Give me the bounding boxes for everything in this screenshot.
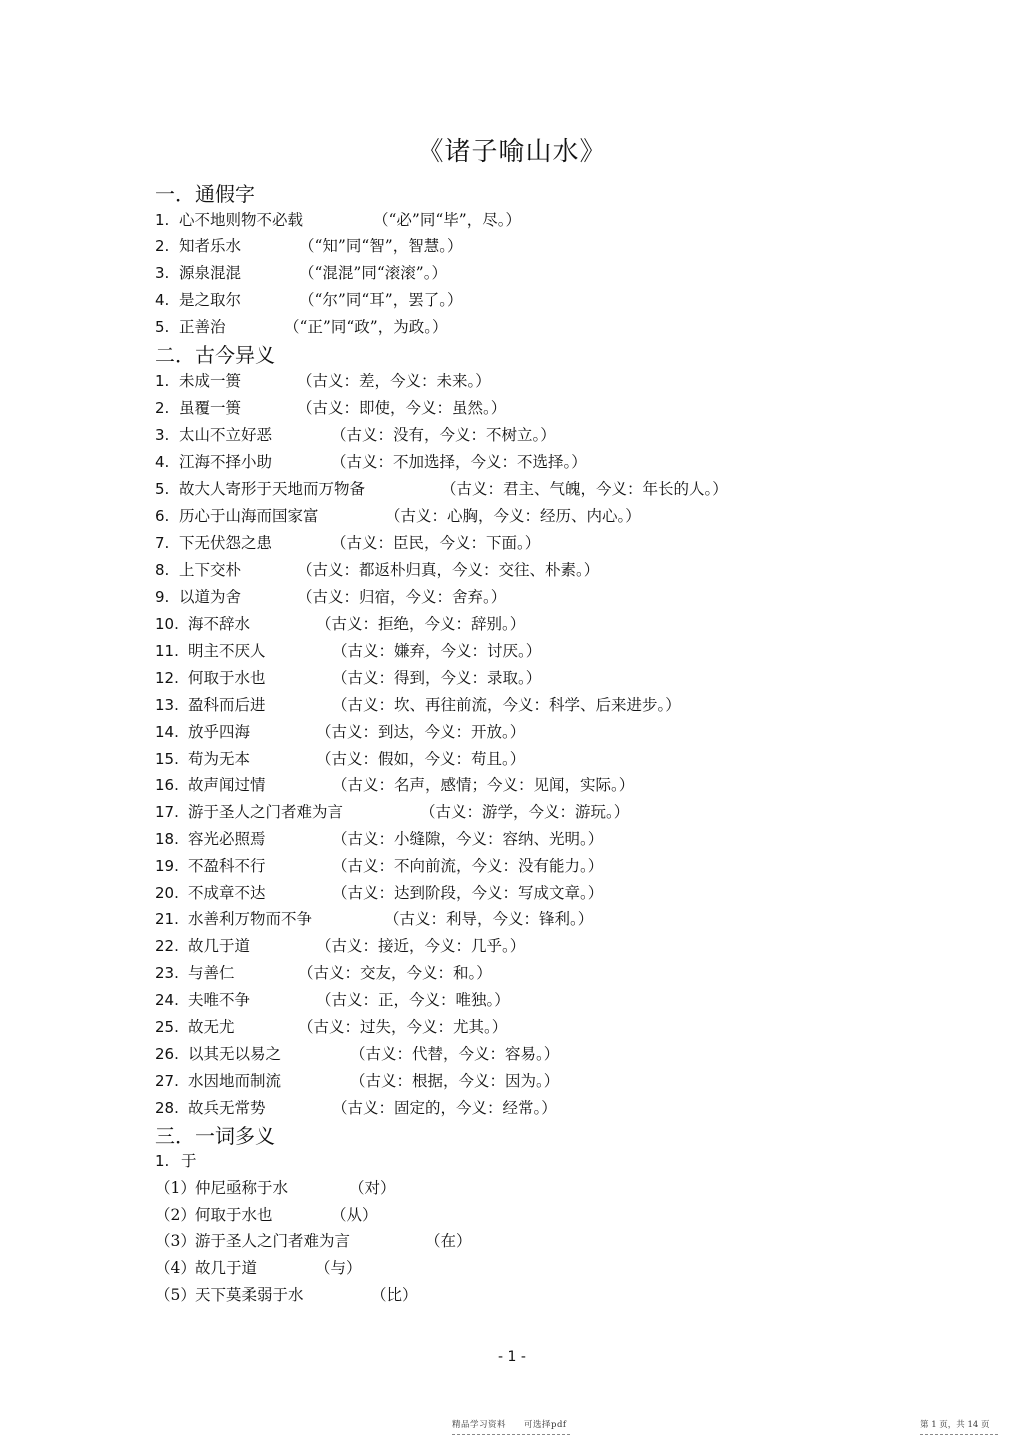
- item-phrase: 心不地则物不必载: [179, 211, 304, 229]
- list-item: [155, 422, 556, 448]
- item-number: 24.: [155, 991, 179, 1009]
- item-note: （古义：没有，今义：不树立。）: [331, 426, 556, 444]
- footer-page-count: 第 1 页，共 14 页: [920, 1420, 990, 1430]
- item-note: （古义：到达，今义：开放。）: [316, 723, 526, 741]
- item-number: 10.: [155, 615, 179, 633]
- item-phrase: 夫唯不争: [188, 991, 251, 1009]
- item-note: （“必”同“毕”，尽。）: [373, 211, 521, 229]
- item-note: （古义：根据，今义：因为。）: [350, 1072, 560, 1090]
- item-note: （古义：利导，今义：锋利。）: [384, 910, 594, 928]
- item-phrase: 虽覆一篑: [179, 399, 242, 417]
- list-item: [155, 314, 447, 340]
- item-phrase: 故大人寄形于天地而万物备: [179, 480, 366, 498]
- item-phrase: 明主不厌人: [188, 642, 266, 660]
- section-heading-yiciduoyi: 三．一词多义: [155, 1124, 275, 1148]
- item-number: 5.: [155, 480, 170, 498]
- item-number: 28.: [155, 1099, 179, 1117]
- list-item: [155, 449, 587, 475]
- item-index: （3）: [155, 1232, 196, 1250]
- item-phrase: 海不辞水: [188, 615, 251, 633]
- item-phrase: 仲尼亟称于水: [195, 1179, 289, 1197]
- item-number: 11.: [155, 642, 179, 660]
- item-note: （古义：归宿，今义：舍弃。）: [297, 588, 507, 606]
- item-note: （古义：游学，今义：游玩。）: [420, 803, 630, 821]
- item-note: （古义：拒绝，今义：辞别。）: [316, 615, 526, 633]
- item-phrase: 放乎四海: [188, 723, 251, 741]
- item-phrase: 上下交朴: [179, 561, 242, 579]
- item-note: （古义：臣民，今义：下面。）: [331, 534, 541, 552]
- list-item: [155, 1014, 507, 1040]
- list-item: [155, 1255, 362, 1281]
- item-note: （古义：小缝隙，今义：容纳、光明。）: [332, 830, 604, 848]
- item-phrase: 故兵无常势: [188, 1099, 266, 1117]
- item-number: 9.: [155, 588, 170, 606]
- item-phrase: 何取于水也: [195, 1206, 273, 1224]
- item-phrase: 未成一篑: [179, 372, 242, 390]
- item-phrase: 何取于水也: [188, 669, 266, 687]
- list-item: [155, 1095, 557, 1121]
- item-note: （从）: [331, 1206, 378, 1224]
- word-heading: [155, 1148, 197, 1174]
- list-item: [155, 395, 506, 421]
- item-note: （古义：得到，今义：录取。）: [332, 669, 542, 687]
- list-item: [155, 1041, 559, 1067]
- item-number: 16.: [155, 776, 179, 794]
- item-note: （古义：接近，今义：几乎。）: [316, 937, 526, 955]
- item-note: （在）: [425, 1232, 472, 1250]
- page-number: - 1 -: [498, 1349, 526, 1365]
- list-item: [155, 287, 462, 313]
- item-phrase: 容光必照焉: [188, 830, 266, 848]
- item-index: （4）: [155, 1259, 196, 1277]
- item-note: （“知”同“智”，智慧。）: [299, 237, 463, 255]
- item-word: 于: [181, 1152, 197, 1170]
- list-item: [155, 584, 506, 610]
- item-number: 6.: [155, 507, 170, 525]
- item-phrase: 下无伏怨之患: [179, 534, 273, 552]
- item-note: （“正”同“政”，为政。）: [284, 318, 448, 336]
- list-item: [155, 960, 492, 986]
- item-phrase: 江海不择小助: [179, 453, 273, 471]
- item-number: 25.: [155, 1018, 179, 1036]
- item-note: （“混混”同“滚滚”。）: [299, 264, 447, 282]
- list-item: [155, 692, 681, 718]
- item-phrase: 不成章不达: [188, 884, 266, 902]
- item-note: （古义：代替，今义：容易。）: [350, 1045, 560, 1063]
- item-note: （古义：名声，感情；今义：见闻，实际。）: [332, 776, 635, 794]
- item-note: （古义：固定的，今义：经常。）: [332, 1099, 557, 1117]
- item-number: 1.: [155, 211, 170, 229]
- list-item: [155, 233, 462, 259]
- item-phrase: 故无尤: [188, 1018, 235, 1036]
- item-number: 23.: [155, 964, 179, 982]
- item-phrase: 知者乐水: [179, 237, 242, 255]
- item-number: 1.: [155, 372, 170, 390]
- item-phrase: 历心于山海而国家富: [179, 507, 319, 525]
- list-item: [155, 611, 525, 637]
- item-note: （古义：即使，今义：虽然。）: [297, 399, 507, 417]
- item-number: 12.: [155, 669, 179, 687]
- item-number: 27.: [155, 1072, 179, 1090]
- item-note: （古义：都返朴归真，今义：交往、朴素。）: [297, 561, 600, 579]
- item-note: （古义：坎、再往前流，今义：科学、后来进步。）: [332, 696, 681, 714]
- list-item: [155, 557, 599, 583]
- list-item: [155, 880, 603, 906]
- item-number: 20.: [155, 884, 179, 902]
- item-number: 3.: [155, 264, 170, 282]
- item-number: 22.: [155, 937, 179, 955]
- item-phrase: 故几于道: [188, 937, 251, 955]
- list-item: [155, 207, 521, 233]
- list-item: [155, 719, 525, 745]
- item-note: （对）: [349, 1179, 396, 1197]
- list-item: [155, 826, 603, 852]
- item-note: （“尔”同“耳”，罢了。）: [299, 291, 463, 309]
- footer-watermark: 精品学习资料 可选择pdf: [452, 1420, 567, 1430]
- footer-divider: [452, 1434, 570, 1435]
- list-item: [155, 665, 541, 691]
- item-number: 8.: [155, 561, 170, 579]
- list-item: [155, 1202, 378, 1228]
- item-phrase: 故几于道: [195, 1259, 258, 1277]
- item-note: （古义：假如，今义：苟且。）: [316, 750, 526, 768]
- item-phrase: 盈科而后进: [188, 696, 266, 714]
- list-item: [155, 638, 541, 664]
- list-item: [155, 1068, 559, 1094]
- section-heading-tongjiazi: 一．通假字: [155, 182, 255, 206]
- item-index: （5）: [155, 1286, 196, 1304]
- footer-divider: [920, 1434, 998, 1435]
- item-number: 19.: [155, 857, 179, 875]
- item-note: （古义：嫌弃，今义：讨厌。）: [332, 642, 542, 660]
- list-item: [155, 746, 525, 772]
- list-item: [155, 906, 593, 932]
- page-title: 《诸子喻山水》: [417, 137, 607, 167]
- list-item: [155, 1175, 396, 1201]
- item-phrase: 不盈科不行: [188, 857, 266, 875]
- item-number: 2.: [155, 399, 170, 417]
- item-phrase: 以其无以易之: [188, 1045, 282, 1063]
- item-number: 26.: [155, 1045, 179, 1063]
- item-number: 4.: [155, 453, 170, 471]
- item-phrase: 与善仁: [188, 964, 235, 982]
- item-number: 1.: [155, 1152, 170, 1170]
- item-note: （古义：差，今义：未来。）: [297, 372, 491, 390]
- list-item: [155, 1282, 418, 1308]
- list-item: [155, 799, 629, 825]
- item-phrase: 是之取尔: [179, 291, 242, 309]
- item-number: 17.: [155, 803, 179, 821]
- item-phrase: 苟为无本: [188, 750, 251, 768]
- item-phrase: 故声闻过情: [188, 776, 266, 794]
- item-number: 4.: [155, 291, 170, 309]
- list-item: [155, 476, 728, 502]
- item-number: 14.: [155, 723, 179, 741]
- item-number: 21.: [155, 910, 179, 928]
- item-note: （古义：不加选择，今义：不选择。）: [331, 453, 587, 471]
- item-note: （古义：正，今义：唯独。）: [316, 991, 510, 1009]
- item-note: （古义：不向前流，今义：没有能力。）: [332, 857, 604, 875]
- list-item: [155, 772, 634, 798]
- list-item: [155, 933, 525, 959]
- item-phrase: 游于圣人之门者难为言: [188, 803, 344, 821]
- item-phrase: 游于圣人之门者难为言: [195, 1232, 351, 1250]
- list-item: [155, 1228, 472, 1254]
- list-item: [155, 260, 447, 286]
- list-item: [155, 987, 510, 1013]
- list-item: [155, 530, 540, 556]
- item-number: 3.: [155, 426, 170, 444]
- item-phrase: 正善治: [179, 318, 226, 336]
- item-phrase: 天下莫柔弱于水: [195, 1286, 304, 1304]
- section-heading-gujinyiyi: 二．古今异义: [155, 343, 275, 367]
- item-phrase: 以道为舍: [179, 588, 242, 606]
- item-phrase: 水因地而制流: [188, 1072, 282, 1090]
- list-item: [155, 853, 603, 879]
- item-number: 5.: [155, 318, 170, 336]
- item-number: 15.: [155, 750, 179, 768]
- item-index: （2）: [155, 1206, 196, 1224]
- list-item: [155, 503, 641, 529]
- item-note: （古义：过失，今义：尤其。）: [298, 1018, 508, 1036]
- item-index: （1）: [155, 1179, 196, 1197]
- item-note: （古义：交友，今义：和。）: [298, 964, 492, 982]
- item-note: （古义：君主、气魄，今义：年长的人。）: [441, 480, 728, 498]
- list-item: [155, 368, 491, 394]
- item-phrase: 水善利万物而不争: [188, 910, 313, 928]
- item-phrase: 太山不立好恶: [179, 426, 273, 444]
- item-phrase: 源泉混混: [179, 264, 242, 282]
- item-number: 18.: [155, 830, 179, 848]
- item-number: 2.: [155, 237, 170, 255]
- item-number: 7.: [155, 534, 170, 552]
- item-note: （比）: [371, 1286, 418, 1304]
- item-number: 13.: [155, 696, 179, 714]
- item-note: （与）: [315, 1259, 362, 1277]
- item-note: （古义：心胸，今义：经历、内心。）: [385, 507, 641, 525]
- item-note: （古义：达到阶段，今义：写成文章。）: [332, 884, 604, 902]
